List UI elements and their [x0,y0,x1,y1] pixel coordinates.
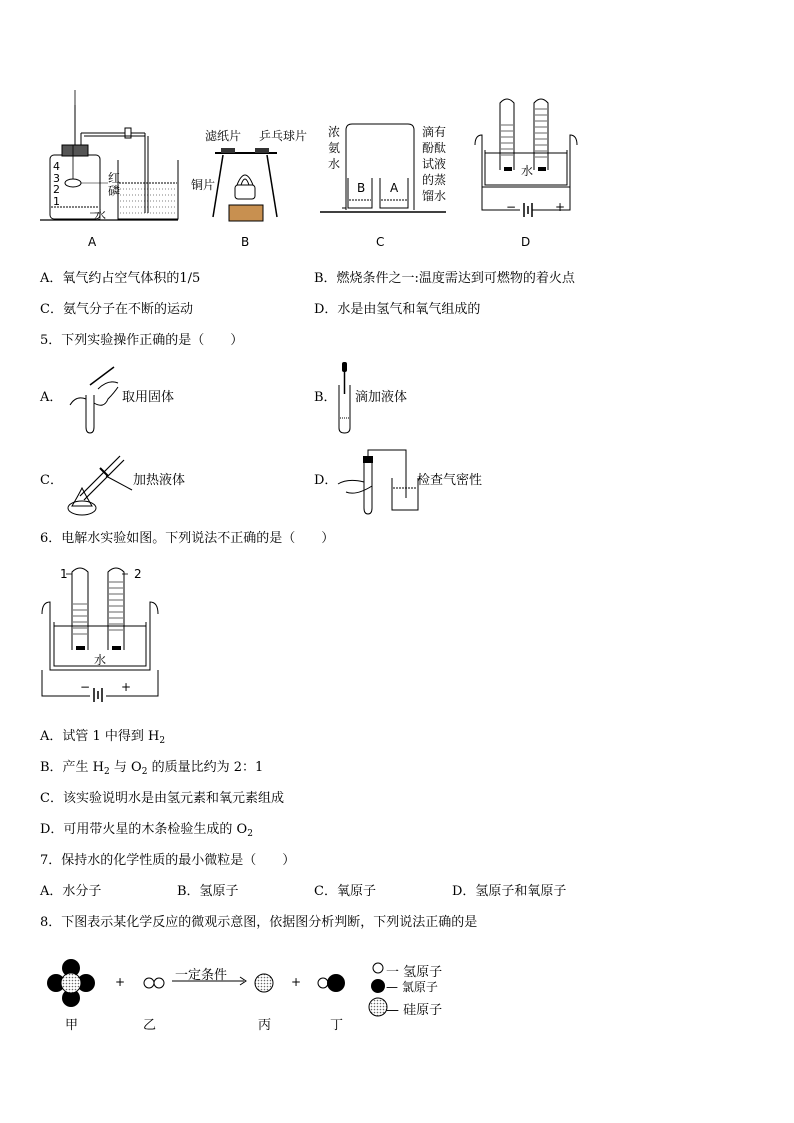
figure-d-electrolysis [470,95,585,220]
fig-c-ammonia-char-2: 氨 [328,141,341,155]
q6-option-c: C．该实验说明水是由氢元素和氧元素组成 [40,791,284,806]
fig-c-beaker-a: A [390,181,399,195]
q4-option-d: D．水是由氢气和氧气组成的 [314,302,481,317]
figure-b-combustion-conditions [205,135,295,230]
q6-plus-label: + [121,680,132,694]
q7-option-c: C．氧原子 [314,884,376,899]
q8-stem: 8．下图表示某化学反应的微观示意图，依据图分析判断，下列说法正确的是 [40,915,478,930]
q7-option-d: D．氢原子和氧原子 [452,884,567,899]
q8-condition-label: 一定条件 [175,968,228,983]
q6-option-a-sub: 2 [159,736,166,746]
q5-option-d-letter: D． [314,473,338,488]
q5-a-solid-fetching-icon [68,365,128,435]
q7-stem: 7．保持水的化学性质的最小微粒是（ ） [40,853,296,868]
q8-name-jia: 甲 [65,1018,79,1033]
q6-option-b [40,760,263,780]
q6-option-d-sub: 2 [247,829,253,839]
q8-legend-hydrogen: 一 氢原子 [386,965,443,980]
fig-c-beaker-b: B [357,181,366,195]
fig-d-label-water: 水 [521,164,534,178]
q4-option-b: B．燃烧条件之一:温度需达到可燃物的着火点 [314,271,575,286]
q6-option-d-text: D．可用带火星的木条检验生成的 O [40,822,248,837]
fig-a-scale-4: 4 [53,160,60,173]
fig-a-scale-3: 3 [53,172,60,185]
fig-c-label-phenolphthalein [422,124,446,204]
fig-a-scale-1: 1 [53,195,60,208]
fig-c-phenol-line-3: 试液 [422,157,447,171]
q8-name-bing: 丙 [258,1018,272,1033]
fig-b-caption: B [241,235,250,249]
fig-c-phenol-line-1: 滴有 [422,125,447,139]
q8-name-ding: 丁 [330,1018,344,1033]
q6-option-b-sub-1: 2 [104,767,110,777]
fig-b-label-filter-paper: 滤纸片 [205,129,242,143]
q8-legend-silicon: — 硅原子 [386,1003,443,1018]
fig-d-caption: D [521,235,531,249]
q8-plus-2: + [291,975,302,989]
q4-option-c: C．氨气分子在不断的运动 [40,302,193,317]
q6-option-b-text-1: B．产生 H [40,760,105,775]
q6-tube-2-label: 2 [134,567,142,581]
q6-stem: 6．电解水实验如图。下列说法不正确的是（ ） [40,531,335,546]
q6-option-b-text-3: 的质量比约为 2：1 [147,760,264,775]
q5-option-b-label: 滴加液体 [355,390,408,405]
q6-electrolysis-figure [40,560,165,702]
fig-c-phenol-line-2: 酚酞 [422,141,447,155]
fig-c-ammonia-char-3: 水 [328,157,341,171]
fig-a-label-water: 水 [94,208,107,222]
q8-plus-1: + [115,975,126,989]
fig-a-caption: A [88,235,97,249]
fig-c-phenol-line-4: 的蒸 [422,173,447,187]
fig-d-minus: − [506,200,517,214]
q5-option-a-label: 取用固体 [122,390,175,405]
fig-c-caption: C [376,235,385,249]
figure-a-phosphorus-combustion [40,95,190,230]
q6-option-b-text-2: 与 O [109,760,142,775]
fig-c-phenol-line-5: 馏水 [422,189,447,203]
q6-option-a-text: A．试管 1 中得到 H [40,729,160,744]
q5-b-dropping-liquid-icon [335,360,355,435]
q8-legend-chlorine: — 氯原子 [386,980,438,994]
q5-c-heating-liquid-icon [62,448,134,518]
q6-option-d [40,822,253,842]
q6-minus-label: − [80,680,91,694]
q6-option-b-sub-2: 2 [141,767,148,777]
fig-b-label-pingpong: 乒乓球片 [259,129,308,143]
q4-option-a: A．氧气约占空气体积的1/5 [40,271,201,286]
fig-c-ammonia-char-1: 浓 [328,125,341,139]
fig-a-label-phosphorus: 红磷 [108,171,121,198]
q5-option-c-label: 加热液体 [133,473,186,488]
q5-stem: 5．下列实验操作正确的是（ ） [40,333,244,348]
q5-option-d-label: 检查气密性 [417,473,483,488]
fig-b-label-copper: 铜片 [191,178,216,192]
q7-option-a: A．水分子 [40,884,102,899]
q8-name-yi: 乙 [143,1018,157,1033]
fig-d-plus: + [555,200,566,214]
fig-a-scale-2: 2 [53,183,60,196]
q6-tube-1-label: 1 [60,567,68,581]
q7-option-b: B．氢原子 [177,884,239,899]
fig-c-label-ammonia [328,124,342,172]
q6-option-a [40,729,165,749]
q5-d-airtightness-icon [336,448,421,516]
q5-option-c-letter: C． [40,473,63,488]
q5-option-b-letter: B． [314,390,337,405]
q6-water-label: 水 [94,653,107,667]
q5-option-a-letter: A． [40,390,63,405]
